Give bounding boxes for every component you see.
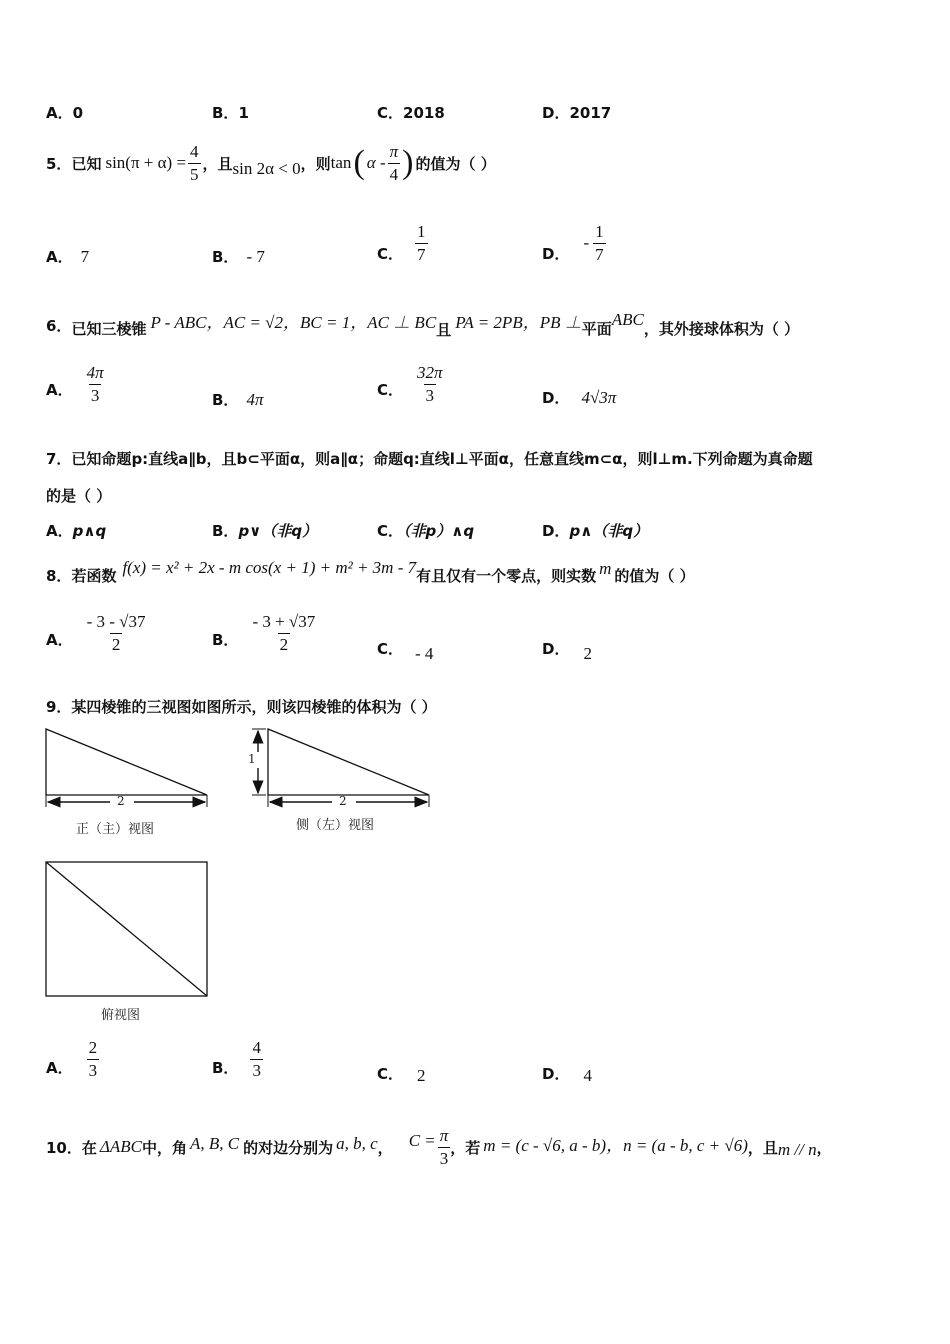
front-view-width-label: 2	[117, 794, 125, 808]
q7-option-a[interactable]: A．p∧q	[46, 522, 107, 540]
q7-option-b[interactable]: B．p∨（非q）	[212, 522, 318, 540]
q5-option-b[interactable]: B． - 7	[212, 247, 265, 266]
q4-option-a[interactable]: A．0	[46, 104, 84, 122]
q8-option-d[interactable]: D． 2	[542, 640, 592, 663]
top-view	[46, 862, 207, 996]
q7-stem-line1: 7．已知命题p:直线a∥b，且b⊂平面α，则a∥α；命题q:直线l⊥平面α，任意直线m⊂α，则l⊥m.下列命题为真命题	[46, 450, 813, 468]
top-view-caption: 俯视图	[101, 1008, 141, 1023]
q5-option-d[interactable]: D． - $\frac{1}{7}$	[542, 222, 604, 264]
q9-stem: 9．某四棱锥的三视图如图所示，则该四棱锥的体积为（ ）	[46, 698, 437, 716]
q6-option-a[interactable]: A． $\frac{4\pi}{3}$	[46, 363, 104, 405]
q8-option-b[interactable]: B． $\frac{- 3 + √37}{2}$	[212, 612, 316, 654]
q7-option-c[interactable]: C．（非p）∧q	[377, 522, 475, 540]
q6-option-c[interactable]: C． $\frac{32\pi}{3}$	[377, 363, 443, 405]
front-view-caption: 正（主）视图	[76, 822, 155, 837]
q9-option-a[interactable]: A． $\frac{2}{3}$	[46, 1038, 98, 1080]
q7-stem-line2: 的是（ ）	[46, 487, 112, 505]
q4-option-c[interactable]: C．2018	[377, 104, 445, 122]
q5-stem: 5． 已知 sin(π + α) = $\frac{4}{5}$ ，且 sin 2α < 0 ，则 tan ( α - $\frac{\pi}{4}$ ) 的值为（ ）	[46, 141, 496, 184]
side-view-height-label: 1	[248, 752, 256, 766]
q6-stem: 6． 已知三棱锥 P - ABC，AC = √2，BC = 1，AC ⊥ BC 且 PA = 2PB，PB ⊥ 平面 ABC ，其外接球体积为（ ）	[46, 310, 800, 339]
q7-option-d[interactable]: D．p∧（非q）	[542, 522, 649, 540]
q4-option-d[interactable]: D．2017	[542, 104, 612, 122]
side-view-width-label: 2	[339, 794, 347, 808]
q9-option-c[interactable]: C． 2	[377, 1065, 426, 1085]
q5-option-a[interactable]: A． 7	[46, 247, 90, 266]
side-view-caption: 侧（左）视图	[296, 818, 375, 833]
q10-stem: 10． 在 ΔABC 中，角 A, B, C 的对边分别为 a, b, c ， C = $\frac{\pi}{3}$ ，若 m = (c - √6, a - b)，n = (a - b, c + √6) ，且 m // n ，	[46, 1125, 832, 1168]
q4-option-b[interactable]: B．1	[212, 104, 249, 122]
q9-option-b[interactable]: B． $\frac{4}{3}$	[212, 1038, 261, 1080]
q8-option-a[interactable]: A． $\frac{- 3 - √37}{2}$	[46, 612, 146, 654]
q6-option-b[interactable]: B． 4π	[212, 390, 264, 409]
q6-option-d[interactable]: D． 4√3π	[542, 388, 617, 407]
q8-stem: 8． 若函数 f(x) = x² + 2x - m cos(x + 1) + m² + 3m - 7 有且仅有一个零点，则实数 m 的值为（ ）	[46, 558, 695, 585]
front-view	[46, 729, 207, 807]
q8-option-c[interactable]: C． - 4	[377, 640, 434, 663]
q5-option-c[interactable]: C． $\frac{1}{7}$	[377, 222, 426, 264]
q9-option-d[interactable]: D． 4	[542, 1065, 592, 1085]
